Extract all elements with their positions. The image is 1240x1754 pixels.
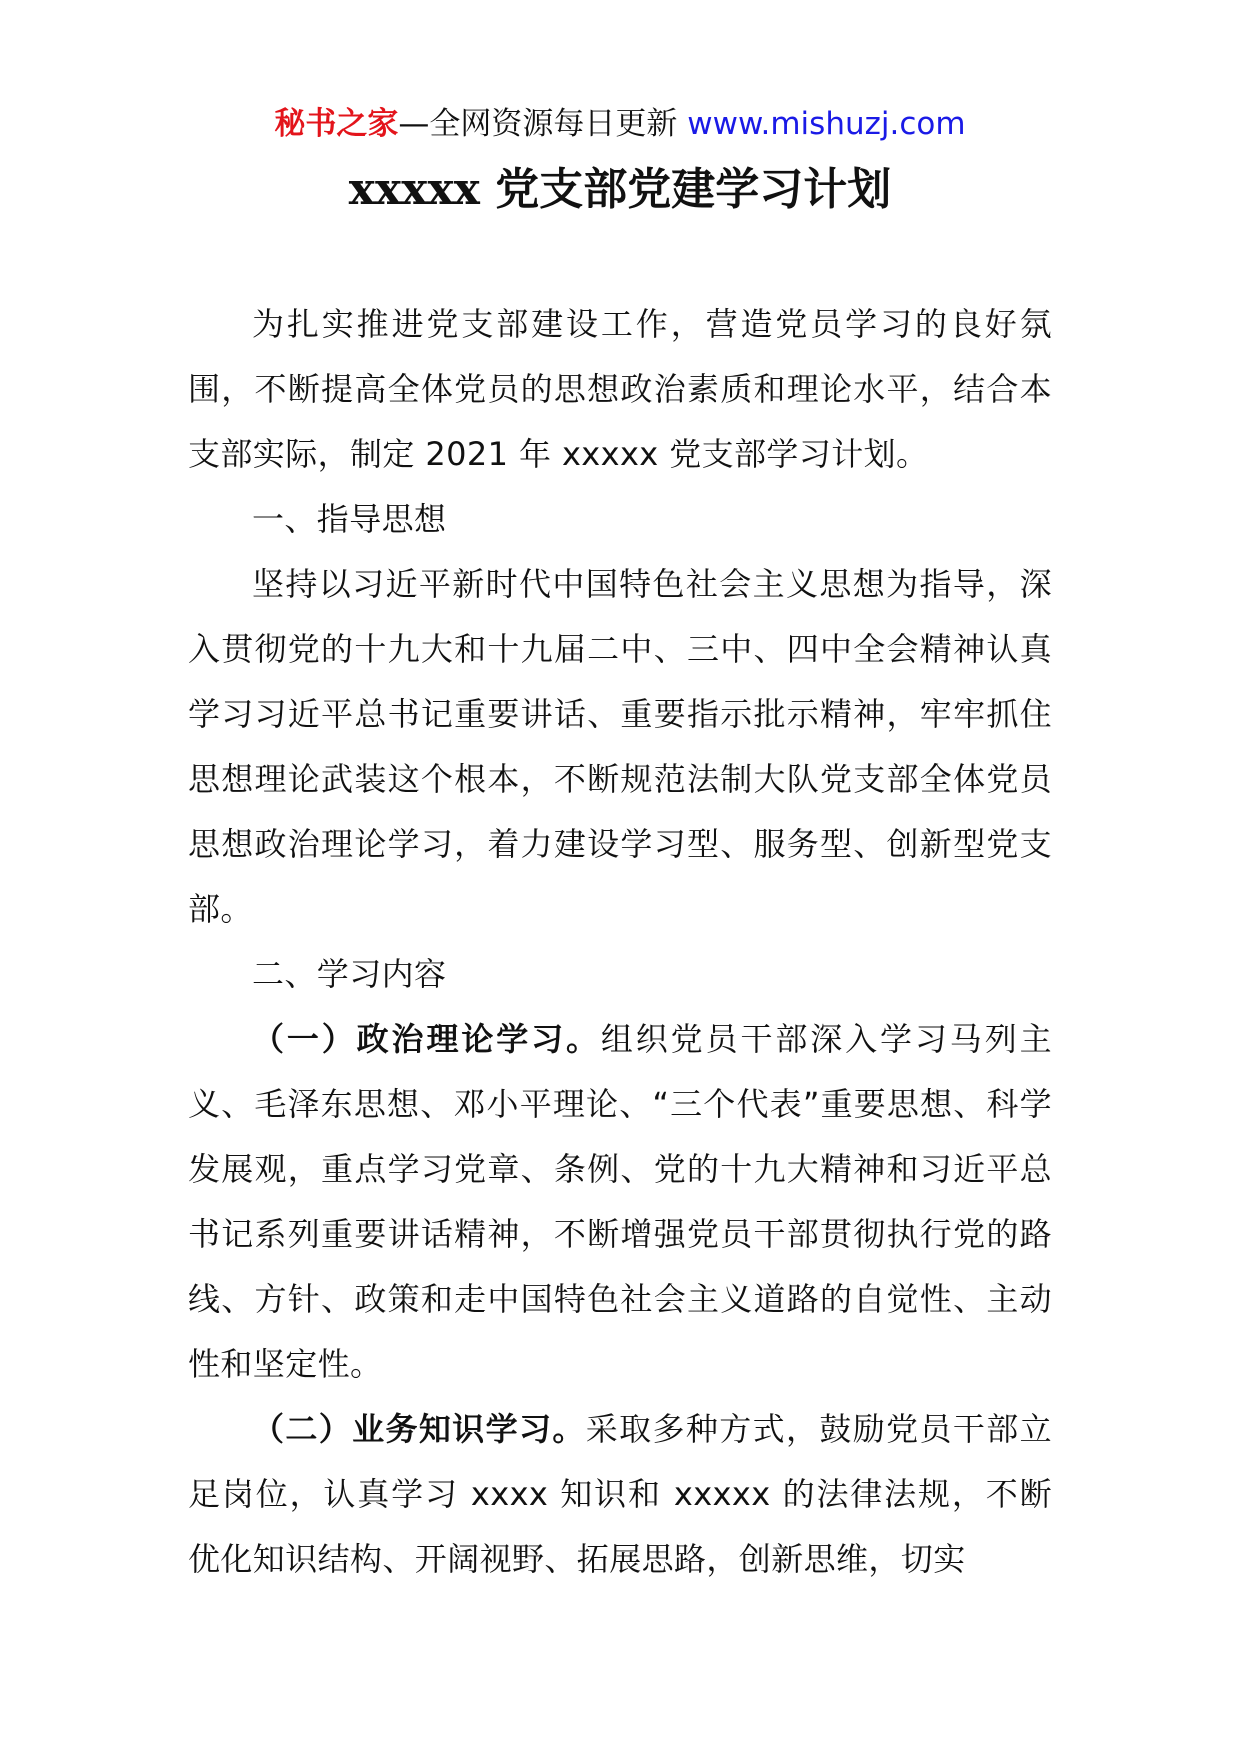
business-knowledge-text: 采取多种方式，鼓励党员干部立足岗位，认真学习 xxxx 知识和 xxxxx 的法律法规，不断优化知识结构、开阔视野、拓展思路，创新思维，切实 bbox=[188, 1410, 1052, 1578]
site-banner bbox=[0, 104, 1240, 144]
business-knowledge-lead: （二）业务知识学习。 bbox=[252, 1410, 586, 1448]
political-theory-paragraph bbox=[188, 1007, 1052, 1397]
political-theory-lead: （一）政治理论学习。 bbox=[252, 1020, 601, 1058]
document-title: xxxxx 党支部党建学习计划 bbox=[348, 164, 892, 215]
intro-paragraph: 为扎实推进党支部建设工作，营造党员学习的良好氛围，不断提高全体党员的思想政治素质和理论水平，结合本支部实际，制定 2021 年 xxxxx 党支部学习计划。 bbox=[188, 305, 1052, 473]
guiding-ideology-paragraph: 坚持以习近平新时代中国特色社会主义思想为指导，深入贯彻党的十九大和十九届二中、三中、四中全会精神认真学习习近平总书记重要讲话、重要指示批示精神，牢牢抓住思想理论武装这个根本，不断规范法制大队党支部全体党员思想政治理论学习，着力建设学习型、服务型、创新型党支部。 bbox=[188, 565, 1052, 928]
banner-slogan: —全网资源每日更新 bbox=[398, 106, 688, 142]
brand-name: 秘书之家 bbox=[274, 106, 399, 142]
banner-url-link[interactable]: www.mishuzj.com bbox=[687, 106, 966, 142]
document-body bbox=[188, 292, 1052, 1592]
business-knowledge-paragraph bbox=[188, 1397, 1052, 1592]
political-theory-text: 组织党员干部深入学习马列主义、毛泽东思想、邓小平理论、“三个代表”重要思想、科学发展观，重点学习党章、条例、党的十九大精神和习近平总书记系列重要讲话精神，不断增强党员干部贯彻执行党的路线、方针、政策和走中国特色社会主义道路的自觉性、主动性和坚定性。 bbox=[188, 1020, 1052, 1383]
section-heading-study-content: 二、学习内容 bbox=[252, 955, 447, 993]
section-heading-guiding-ideology: 一、指导思想 bbox=[252, 500, 447, 538]
